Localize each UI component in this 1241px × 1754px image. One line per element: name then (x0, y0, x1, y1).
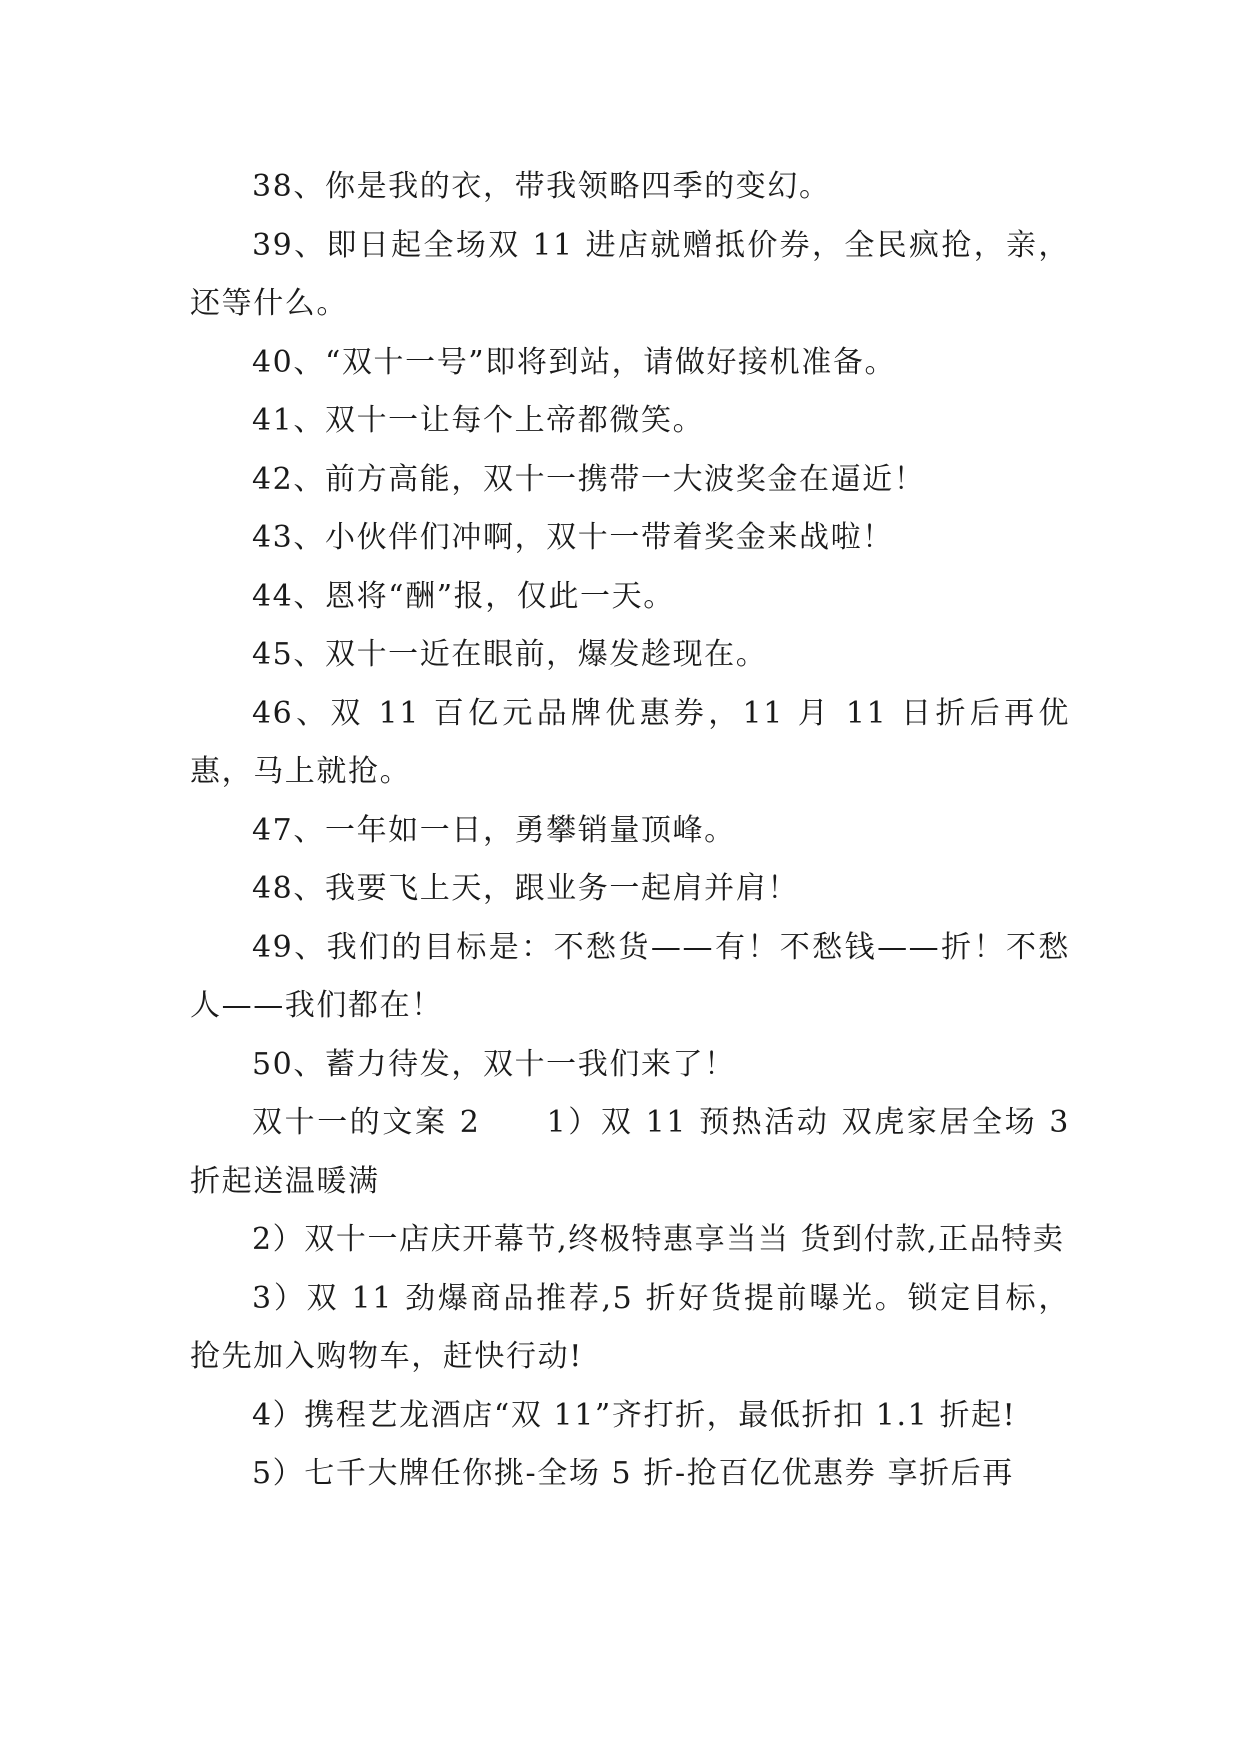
paragraph: 45、双十一近在眼前，爆发趁现在。 (252, 637, 768, 672)
paragraph: 47、一年如一日，勇攀销量顶峰。 (252, 812, 736, 848)
paragraph: 43、小伙伴们冲啊，双十一带着奖金来战啦！ (252, 520, 894, 555)
paragraph: 39、即日起全场双 11 进店就赠抵价券，全民疯抢，亲，还等什么。 (190, 227, 1070, 321)
paragraph: 双十一的文案 2 1）双 11 预热活动 双虎家居全场 3 折起送温暖满 (190, 1105, 1070, 1199)
paragraph: 4）携程艺龙酒店“双 11”齐打折，最低折扣 1.1 折起! (252, 1397, 1017, 1433)
paragraph: 3）双 11 劲爆商品推荐,5 折好货提前曝光。锁定目标，抢先加入购物车，赶快行动! (190, 1280, 1070, 1374)
paragraph: 41、双十一让每个上帝都微笑。 (252, 403, 705, 438)
paragraph: 2）双十一店庆开幕节,终极特惠享当当 货到付款,正品特卖 (252, 1222, 1065, 1257)
paragraph: 44、恩将“酬”报，仅此一天。 (252, 578, 675, 614)
paragraph: 40、“双十一号”即将到站，请做好接机准备。 (252, 344, 897, 380)
paragraph: 42、前方高能，双十一携带一大波奖金在逼近！ (252, 461, 926, 497)
paragraph: 38、你是我的衣，带我领略四季的变幻。 (252, 169, 831, 204)
paragraph: 50、蓄力待发，双十一我们来了！ (252, 1046, 736, 1082)
document-body (190, 158, 1070, 1504)
paragraph: 49、我们的目标是：不愁货——有！不愁钱——折！不愁人——我们都在！ (190, 929, 1070, 1023)
paragraph: 48、我要飞上天，跟业务一起肩并肩！ (252, 871, 799, 906)
paragraph: 46、双 11 百亿元品牌优惠券，11 月 11 日折后再优惠，马上就抢。 (190, 695, 1070, 789)
paragraph: 5）七千大牌任你挑-全场 5 折-抢百亿优惠券 享折后再 (252, 1456, 1014, 1491)
